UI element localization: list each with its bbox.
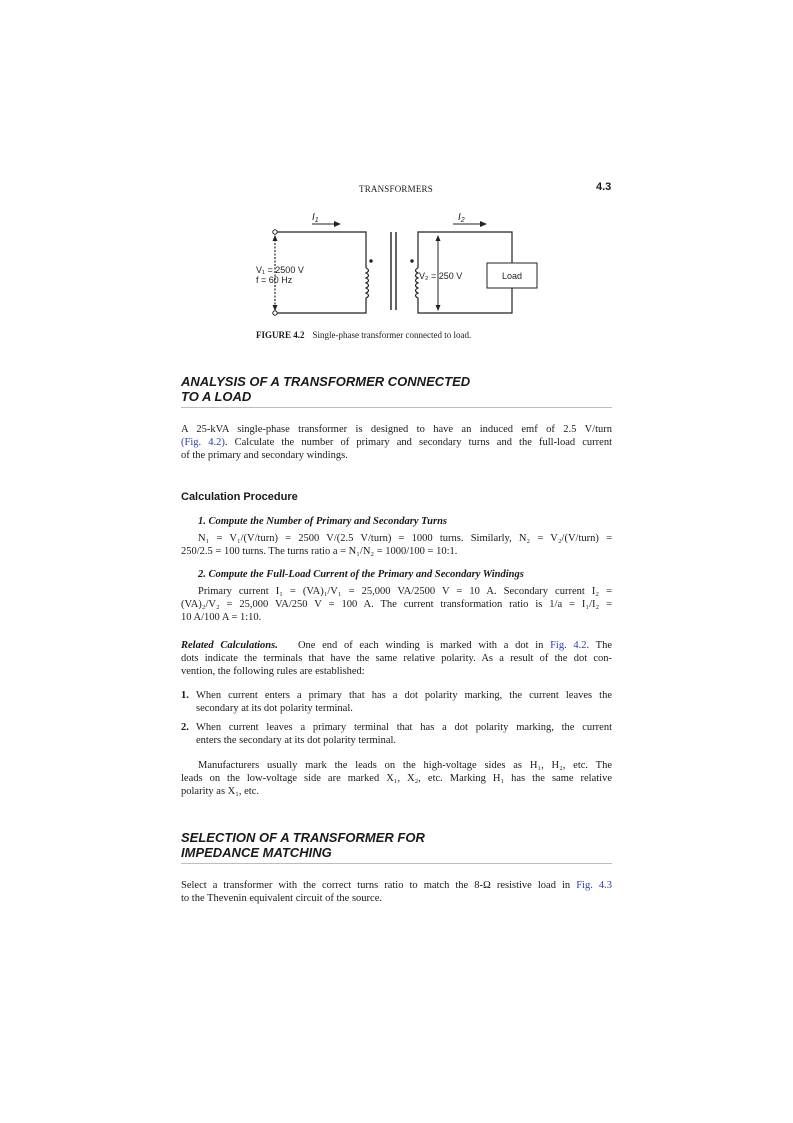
heading-line: ANALYSIS OF A TRANSFORMER CONNECTED <box>181 374 471 389</box>
i2-arrowhead <box>480 221 487 227</box>
frequency-label: f = 60 Hz <box>256 275 293 285</box>
transformer-circuit-figure <box>240 210 540 326</box>
v2-arrowhead-up <box>436 235 441 241</box>
v1-arrowhead-down <box>273 305 278 311</box>
figure-caption <box>256 330 471 340</box>
text-line <box>181 639 612 652</box>
text-line: 250/2.5 = 100 turns. The turns ratio a = N₁/N₂ = 1000/100 = 10:1. <box>181 546 458 557</box>
text-segment: Select a transformer with the correct turns ratio to match the 8-Ω resistive load in <box>181 880 577 891</box>
rule-text <box>196 689 612 715</box>
fig-4-3-link[interactable]: Fig. 4.3 <box>576 880 612 891</box>
manufacturers-paragraph <box>181 759 612 798</box>
related-calculations-runin: Related Calculations. <box>181 640 278 651</box>
heading-line: IMPEDANCE MATCHING <box>181 845 332 860</box>
text-line: of the primary and secondary windings. <box>181 450 348 461</box>
primary-bottom-terminal <box>273 311 277 315</box>
text-line: (VA)₂/V₂ = 25,000 VA/250 V = 100 A. The current transformation ratio is 1/a = I₁/I₂ = <box>181 599 612 610</box>
i1-arrowhead <box>334 221 341 227</box>
v1-label: V₁ = 2500 V <box>256 265 304 275</box>
text-line: to the Thevenin equivalent circuit of the source. <box>181 893 382 904</box>
text-line: leads on the low-voltage side are marked X₁, X₂, etc. Marking H₁ has the same relative <box>181 773 612 784</box>
step1-paragraph <box>181 532 612 558</box>
running-head: TRANSFORMERS <box>359 184 433 194</box>
fig-4-2-link[interactable]: Fig. 4.2 <box>550 640 587 651</box>
text-line <box>181 436 612 449</box>
intro-paragraph <box>181 423 612 462</box>
text-segment: . The <box>586 640 613 651</box>
related-calculations-paragraph <box>181 639 612 678</box>
text-line: A 25-kVA single-phase transformer is designed to have an induced emf of 2.5 V/turn <box>181 424 612 435</box>
secondary-coil <box>416 268 419 298</box>
text-line: When current leaves a primary terminal that has a dot polarity marking, the current <box>196 722 612 733</box>
text-line: Primary current I₁ = (VA)₁/V₁ = 25,000 VA/2500 V = 10 A. Secondary current I₂ = <box>198 586 612 597</box>
v2-label: V₂ = 250 V <box>419 271 463 281</box>
heading-line: SELECTION OF A TRANSFORMER FOR <box>181 830 425 845</box>
text-line: vention, the following rules are established: <box>181 666 365 677</box>
secondary-polarity-dot <box>410 259 413 262</box>
figure-caption-label: FIGURE 4.2 <box>256 330 305 340</box>
text-line: N₁ = V₁/(V/turn) = 2500 V/(2.5 V/turn) = 1000 turns. Similarly, N₂ = V₂/(V/turn) = <box>198 533 612 544</box>
section-heading-analysis <box>181 374 612 408</box>
text-line: dots indicate the terminals that have the same relative polarity. As a result of the dot con- <box>181 653 612 664</box>
figure-caption-text: Single-phase transformer connected to load. <box>312 330 472 340</box>
calc-procedure-heading: Calculation Procedure <box>181 491 298 503</box>
step2-paragraph <box>181 585 612 624</box>
rule-item-2 <box>181 721 612 749</box>
primary-top-terminal <box>273 230 277 234</box>
v2-arrowhead-down <box>436 305 441 311</box>
primary-polarity-dot <box>369 259 372 262</box>
step1-title: 1. Compute the Number of Primary and Secondary Turns <box>198 516 448 527</box>
i2-label: $I_2$ <box>458 212 465 224</box>
secondary-bottom-wire <box>418 288 512 313</box>
fig-4-2-link[interactable]: (Fig. 4.2) <box>181 437 225 448</box>
section-heading-selection <box>181 830 612 864</box>
i1-label: $I_1$ <box>312 212 319 224</box>
text-line <box>181 879 612 892</box>
primary-top-wire <box>275 232 366 268</box>
rule-number: 1. <box>181 690 189 701</box>
text-line: enters the secondary at its dot polarity terminal. <box>196 735 397 746</box>
primary-coil <box>366 268 369 298</box>
text-line: secondary at its dot polarity terminal. <box>196 703 353 714</box>
text-line: Manufacturers usually mark the leads on the high-voltage sides as H₁, H₂, etc. The <box>198 760 612 771</box>
text-line: polarity as X₁, etc. <box>181 786 260 797</box>
page-number: 4.3 <box>596 181 612 193</box>
rule-text <box>196 721 612 747</box>
primary-bottom-wire <box>275 298 366 313</box>
text-line: When current enters a primary that has a dot polarity marking, the current leaves the <box>196 690 612 701</box>
rule-item-1 <box>181 689 612 717</box>
load-label: Load <box>502 271 523 281</box>
step2-title: 2. Compute the Full-Load Current of the Primary and Secondary Windings <box>198 569 524 580</box>
text-segment: One end of each winding is marked with a dot in <box>277 640 551 651</box>
text-line: 10 A/100 A = 1:10. <box>181 612 262 623</box>
text-segment: . Calculate the number of primary and secondary turns and the full-load current <box>224 437 613 448</box>
v1-arrowhead-up <box>273 235 278 241</box>
selection-intro-paragraph <box>181 879 612 905</box>
rule-number: 2. <box>181 722 189 733</box>
heading-line: TO A LOAD <box>181 389 252 404</box>
